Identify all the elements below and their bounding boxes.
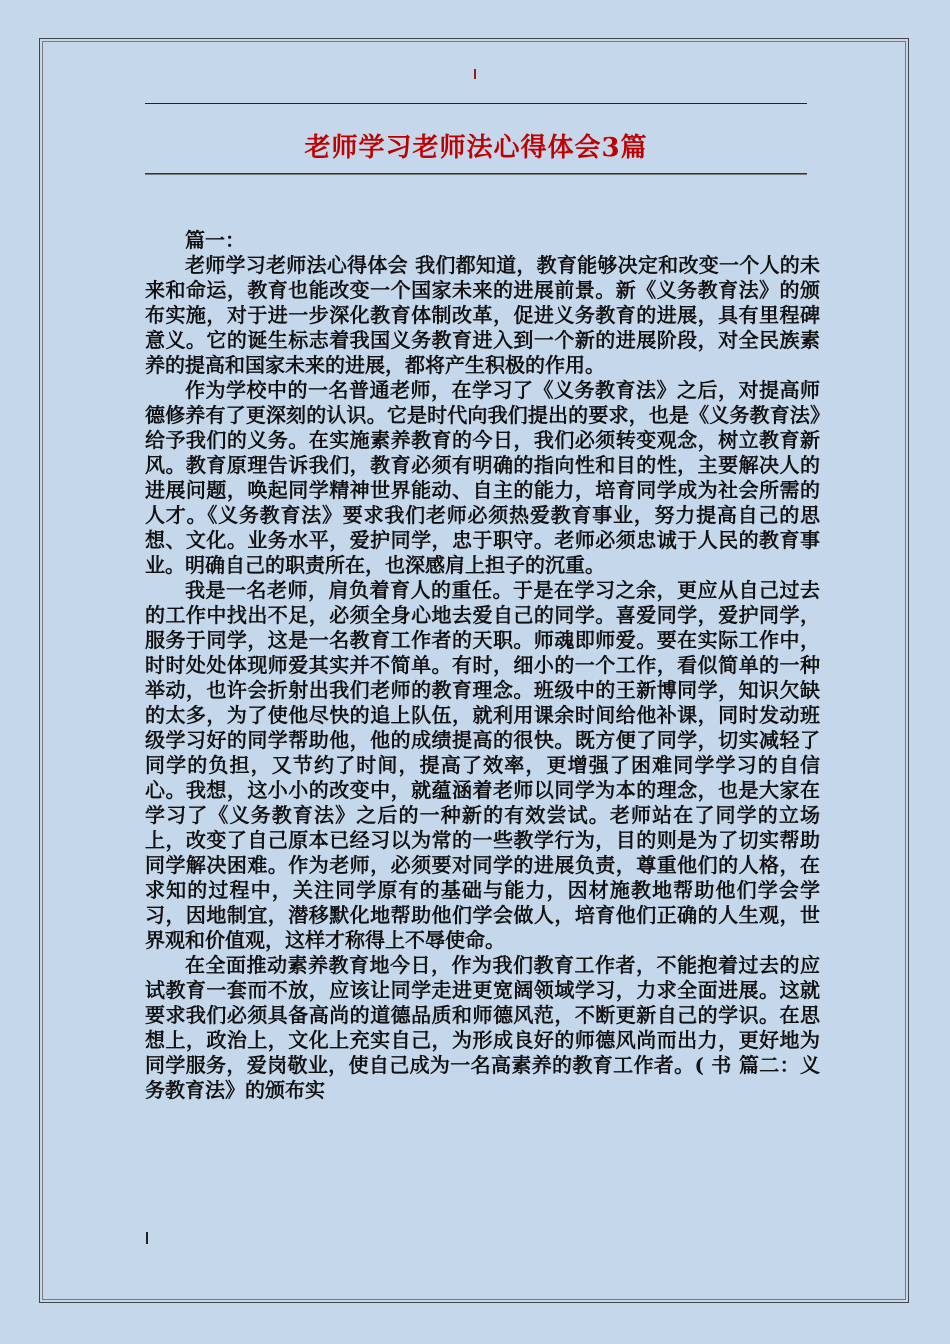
document-body (145, 228, 820, 1103)
paragraph: 我是一名老师，肩负着育人的重任。于是在学习之余，更应从自己过去的工作中找出不足，必须全身心地去爱自己的同学。喜爱同学，爱护同学，服务于同学，这是一名教育工作者的天职。师魂即师爱。要在实际工作中，时时处处体现师爱其实并不简单。有时，细小的一个工作，看似简单的一种举动，也许会折射出我们老师的教育理念。班级中的王新博同学，知识欠缺的太多，为了使他尽快的追上队伍，就利用课余时间给他补课，同时发动班级学习好的同学帮助他，他的成绩提高的很快。既方便了同学，切实减轻了同学的负担，又节约了时间，提高了效率，更增强了困难同学学习的自信心。我想，这小小的改变中，就蕴涵着老师以同学为本的理念，也是大家在学习了《义务教育法》之后的一种新的有效尝试。老师站在了同学的立场上，改变了自己原本已经习以为常的一些教学行为，目的则是为了切实帮助同学解决困难。作为老师，必须要对同学的进展负责，尊重他们的人格，在求知的过程中，关注同学原有的基础与能力，因材施教地帮助他们学会学习，因地制宜，潜移默化地帮助他们学会做人，培育他们正确的人生观，世界观和价值观，这样才称得上不辱使命。 (145, 578, 820, 952)
paragraph: 老师学习老师法心得体会 我们都知道，教育能够决定和改变一个人的未来和命运，教育也能改变一个国家未来的进展前景。新《义务教育法》的颁布实施，对于进一步深化教育体制改革，促进义务教育的进展，具有里程碑意义。它的诞生标志着我国义务教育进入到一个新的进展阶段，对全民族素养的提高和国家未来的进展，都将产生积极的作用。 (145, 253, 820, 377)
header-mark (474, 69, 476, 79)
paragraph: 作为学校中的一名普通老师，在学习了《义务教育法》之后，对提高师德修养有了更深刻的认识。它是时代向我们提出的要求，也是《义务教育法》给予我们的义务。在实施素养教育的今日，我们必须转变观念，树立教育新风。教育原理告诉我们，教育必须有明确的指向性和目的性，主要解决人的进展问题，唤起同学精神世界能动、自主的能力，培育同学成为社会所需的人才。《义务教育法》要求我们老师必须热爱教育事业，努力提高自己的思想、文化。业务水平，爱护同学，忠于职守。老师必须忠诚于人民的教育事业。明确自己的职责所在，也深感肩上担子的沉重。 (145, 378, 820, 577)
document-title: 老师学习老师法心得体会3篇 (304, 133, 648, 163)
footer-mark (146, 1232, 148, 1244)
header-rule (145, 103, 807, 104)
title-rule (145, 173, 807, 175)
paragraph: 在全面推动素养教育地今日，作为我们教育工作者，不能抱着过去的应试教育一套而不放，应该让同学走进更宽阔领域学习，力求全面进展。这就要求我们必须具备高尚的道德品质和师德风范，不断更新自己的学识。在思想上，政治上，文化上充实自己，为形成良好的师德风尚而出力，更好地为同学服务，爱岗敬业，使自己成为一名高素养的教育工作者。( 书 篇二：义务教育法》的颁布实 (145, 953, 820, 1102)
section-heading: 篇一： (185, 228, 245, 252)
